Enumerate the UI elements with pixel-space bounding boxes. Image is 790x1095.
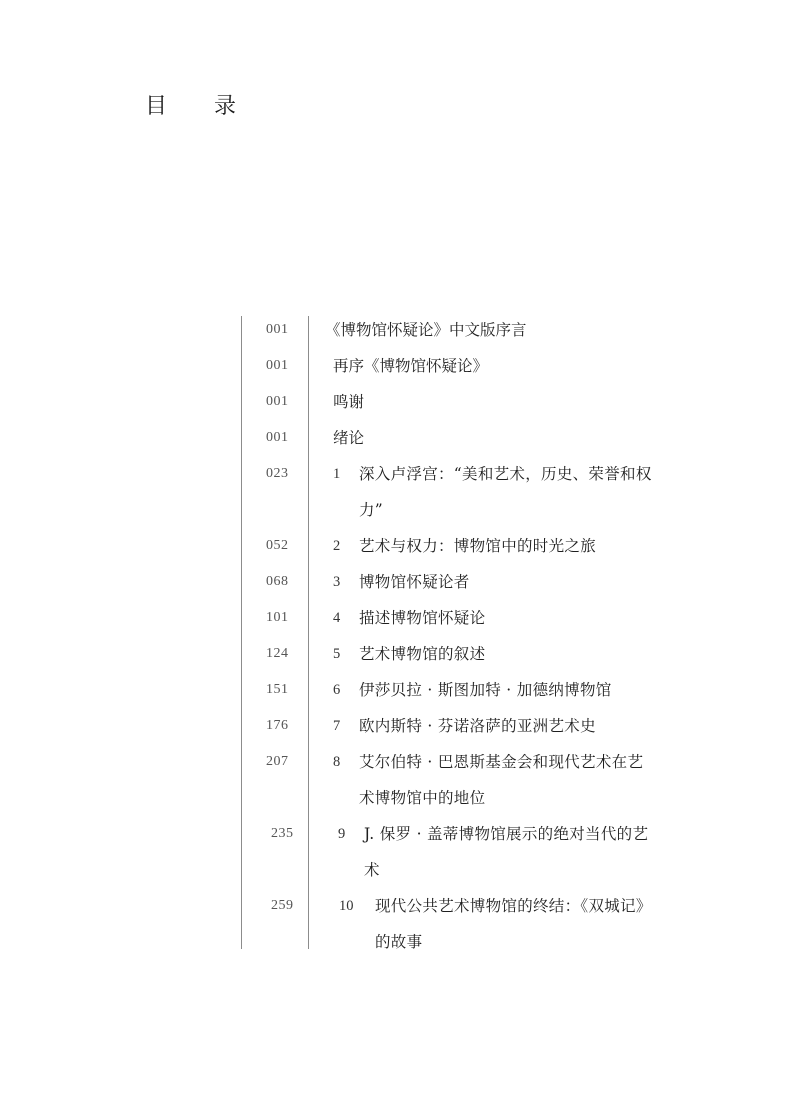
chapter-number: 3 — [333, 574, 341, 590]
toc-entry-introduction[interactable] — [0, 420, 790, 456]
chapter-title: 博物馆怀疑论者 — [359, 573, 470, 591]
toc-entry-chapter-5[interactable] — [0, 636, 790, 672]
toc-entry-title — [333, 528, 653, 564]
toc-entry-title — [333, 708, 653, 744]
chapter-title: J. 保罗 · 盖蒂博物馆展示的绝对当代的艺术 — [364, 825, 649, 879]
chapter-number: 8 — [333, 754, 341, 770]
toc-entry-title — [333, 636, 653, 672]
chapter-number: 9 — [338, 826, 346, 842]
toc-entry-chapter-10[interactable] — [0, 888, 790, 960]
toc-entry-chapter-3[interactable] — [0, 564, 790, 600]
toc-entry-chapter-1[interactable] — [0, 456, 790, 528]
chapter-title: 欧内斯特 · 芬诺洛萨的亚洲艺术史 — [359, 717, 596, 735]
chapter-title: 艺术博物馆的叙述 — [359, 645, 486, 663]
chapter-number: 7 — [333, 718, 341, 734]
toc-page-number: 151 — [266, 682, 289, 697]
chapter-title: 深入卢浮宫：“美和艺术，历史、荣誉和权力” — [359, 465, 652, 519]
toc-entry-title: 再序《博物馆怀疑论》 — [333, 357, 489, 375]
toc-entry-chapter-6[interactable] — [0, 672, 790, 708]
toc-entry-title: 鸣谢 — [333, 393, 365, 411]
toc-entry-title — [333, 744, 653, 816]
chapter-number: 1 — [333, 466, 341, 482]
chapter-title: 描述博物馆怀疑论 — [359, 609, 486, 627]
toc-entry-chapter-2[interactable] — [0, 528, 790, 564]
toc-entry-title — [333, 456, 653, 528]
toc-page-number: 001 — [266, 322, 289, 337]
toc-entry-chapter-9[interactable] — [0, 816, 790, 888]
chapter-title: 艾尔伯特 · 巴恩斯基金会和现代艺术在艺术博物馆中的地位 — [359, 753, 644, 807]
toc-page-number: 001 — [266, 358, 289, 373]
toc-entry-chapter-4[interactable] — [0, 600, 790, 636]
toc-page-number: 176 — [266, 718, 289, 733]
chapter-number: 5 — [333, 646, 341, 662]
page-title: 目 录 — [145, 94, 256, 119]
chapter-title: 伊莎贝拉 · 斯图加特 · 加德纳博物馆 — [359, 681, 612, 699]
toc-page-number: 259 — [271, 898, 294, 913]
chapter-title: 艺术与权力：博物馆中的时光之旅 — [359, 537, 597, 555]
toc-entry-title — [339, 888, 659, 960]
toc-entry-chapter-7[interactable] — [0, 708, 790, 744]
toc-entry-title: 绪论 — [333, 429, 365, 447]
toc-page-number: 207 — [266, 754, 289, 769]
toc-entry-title: 《博物馆怀疑论》中文版序言 — [325, 321, 527, 339]
chapter-number: 10 — [339, 898, 354, 914]
toc-entry-title — [333, 672, 653, 708]
chapter-number: 6 — [333, 682, 341, 698]
table-of-contents — [0, 312, 790, 960]
toc-page-number: 001 — [266, 430, 289, 445]
toc-page-number: 235 — [271, 826, 294, 841]
toc-page-number: 023 — [266, 466, 289, 481]
toc-entry-title — [333, 564, 653, 600]
toc-entry-second-preface[interactable] — [0, 348, 790, 384]
toc-entry-title — [333, 600, 653, 636]
chapter-title: 现代公共艺术博物馆的终结：《双城记》的故事 — [375, 897, 652, 951]
toc-page-number: 124 — [266, 646, 289, 661]
toc-page-number: 068 — [266, 574, 289, 589]
toc-page-number: 101 — [266, 610, 289, 625]
toc-entry-title — [338, 816, 658, 888]
toc-page-number: 052 — [266, 538, 289, 553]
toc-entry-preface-chinese-edition[interactable] — [0, 312, 790, 348]
toc-page-number: 001 — [266, 394, 289, 409]
chapter-number: 4 — [333, 610, 341, 626]
chapter-number: 2 — [333, 538, 341, 554]
toc-entry-chapter-8[interactable] — [0, 744, 790, 816]
toc-entry-acknowledgements[interactable] — [0, 384, 790, 420]
